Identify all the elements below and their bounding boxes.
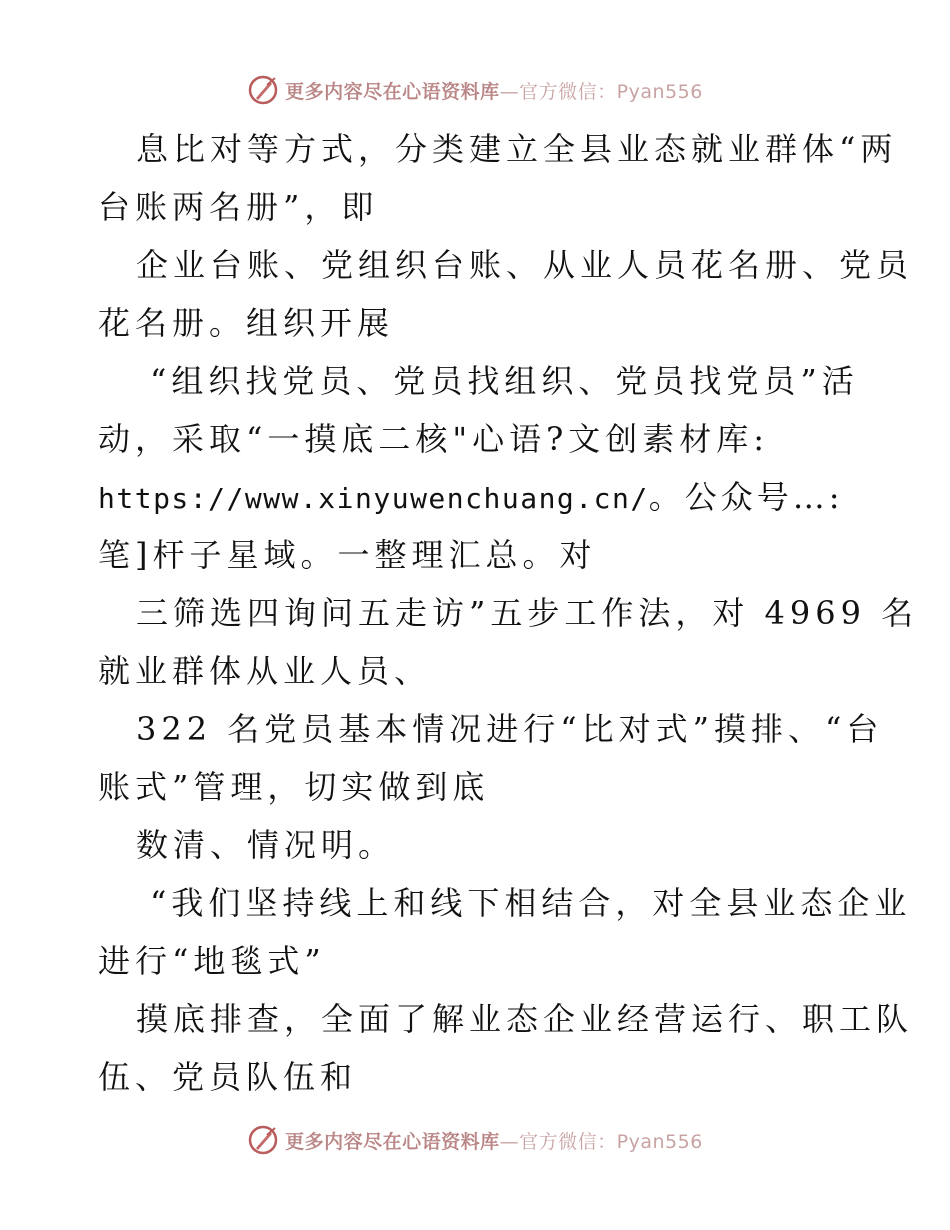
text-line: 数清、情况明。 — [136, 826, 396, 864]
quill-pen-circle-icon — [247, 74, 279, 106]
watermark-left-text: 更多内容尽在心语资料库 — [285, 80, 500, 103]
text-line: “我们坚持线上和线下相结合，对全县业态企业 — [150, 884, 912, 922]
text-line: “组织找党员、党员找组织、党员找党员”活 — [150, 362, 859, 400]
text-line: 账式”管理，切实做到底 — [98, 768, 490, 806]
text-line: 企业台账、党组织台账、从业人员花名册、党员 — [136, 246, 914, 284]
website-url: https://www.xinyuwenchuang.cn/ — [98, 482, 649, 515]
url-line — [98, 468, 858, 526]
footer-watermark — [0, 1120, 950, 1160]
header-watermark — [0, 70, 950, 110]
watermark-left-text: 更多内容尽在心语资料库 — [285, 1130, 500, 1153]
text-line: 摸底排查，全面了解业态企业经营运行、职工队 — [136, 1000, 914, 1038]
watermark-right-text: 官方微信：Pyan556 — [519, 80, 703, 103]
watermark-right-text: 官方微信：Pyan556 — [519, 1130, 703, 1153]
watermark-dash: — — [499, 1130, 520, 1153]
document-body — [98, 120, 919, 1106]
text-line: 动，采取“一摸底二核"心语?文创素材库: — [98, 420, 770, 458]
text-fragment: 。公众号…: — [648, 478, 844, 516]
text-line: 伍、党员队伍和 — [98, 1058, 358, 1096]
watermark-dash: — — [499, 80, 520, 103]
text-line: 花名册。组织开展 — [98, 304, 395, 342]
text-line: 三筛选四询问五走访”五步工作法，对 4969 名 — [136, 594, 919, 632]
text-line: 就业群体从业人员、 — [98, 652, 432, 690]
text-line: 台账两名册”，即 — [98, 188, 379, 226]
text-line: 息比对等方式，分类建立全县业态就业群体“两 — [136, 130, 898, 168]
text-line: 进行“地毯式” — [98, 942, 326, 980]
quill-pen-circle-icon — [247, 1124, 279, 1156]
text-line: 322 名党员基本情况进行“比对式”摸排、“台 — [136, 710, 884, 748]
text-line: 笔]杆子星域。一整理汇总。对 — [98, 536, 597, 574]
